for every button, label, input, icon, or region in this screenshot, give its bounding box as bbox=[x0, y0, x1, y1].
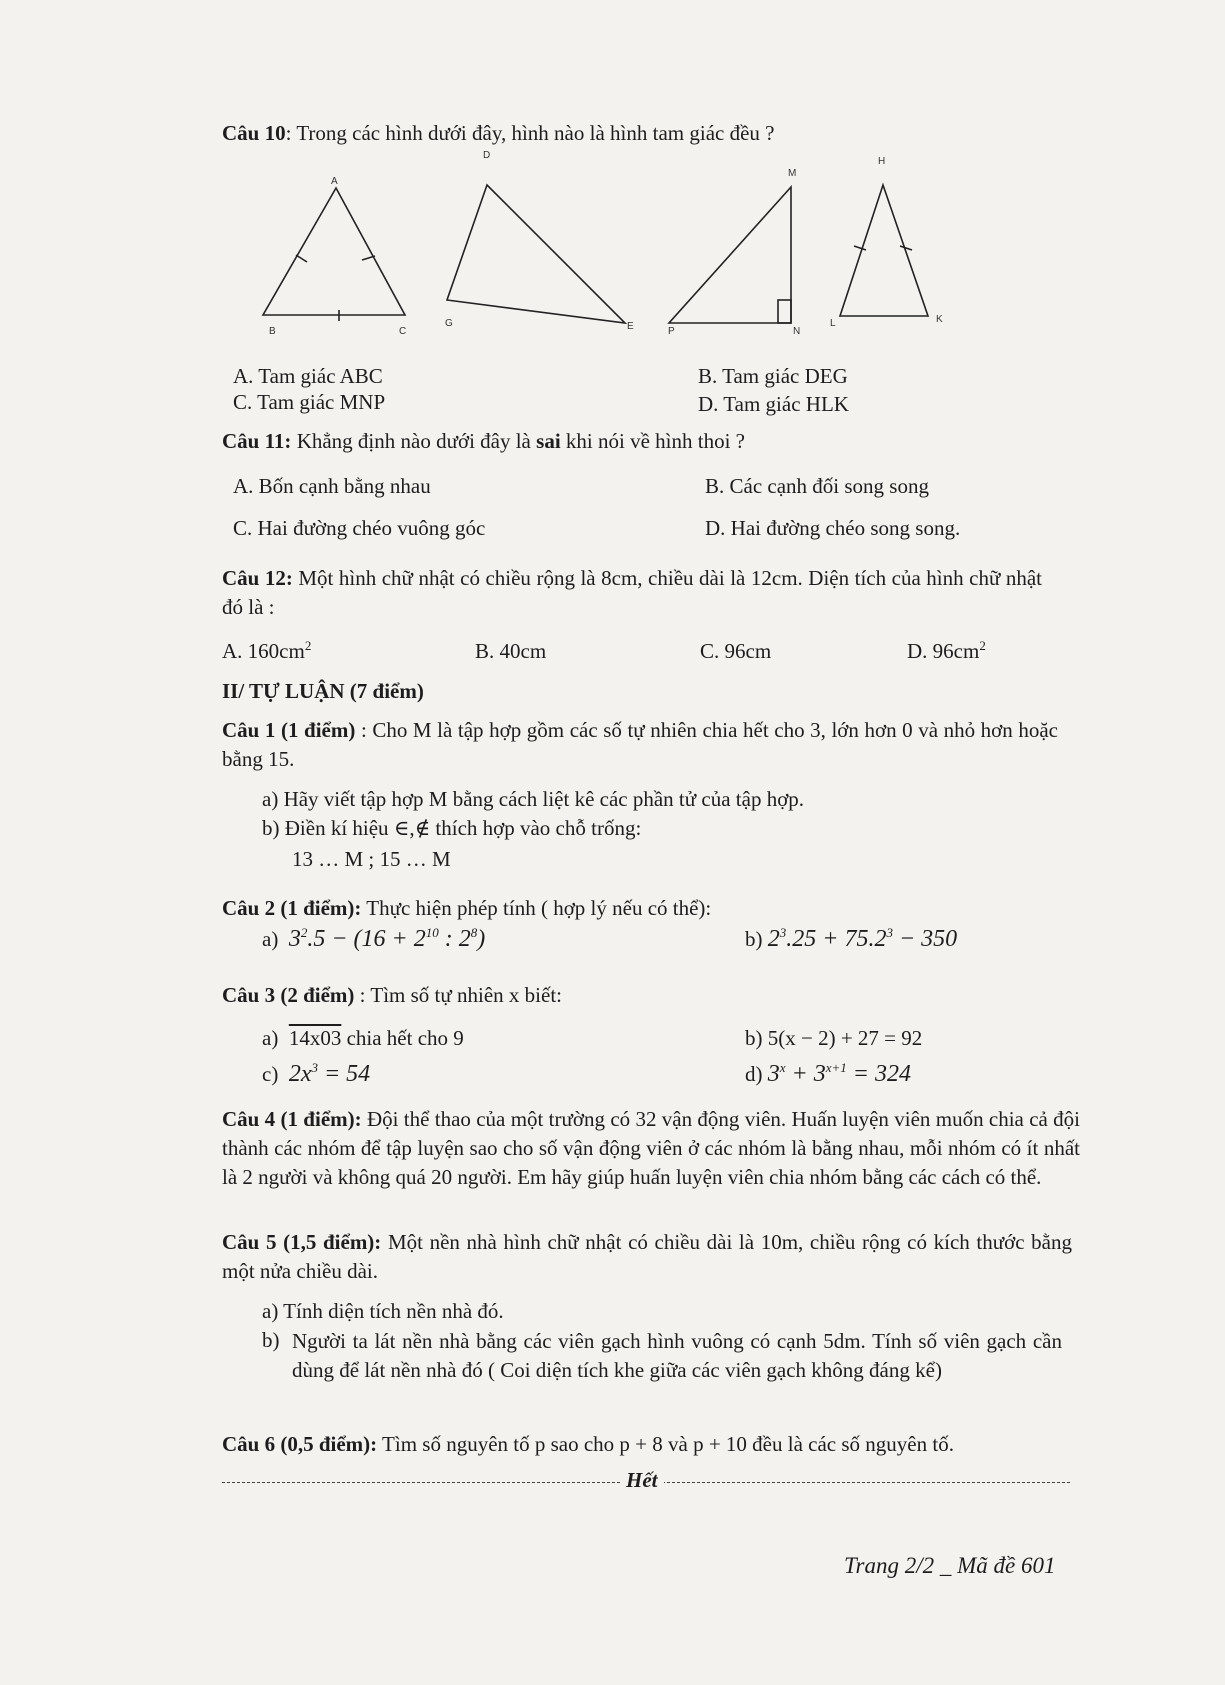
triangle-hlk bbox=[840, 185, 928, 316]
q12-option-b: B. 40cm bbox=[475, 639, 547, 663]
essay-q3-d: d) $3^x + 3^{x+1} = 324$ bbox=[745, 1060, 911, 1087]
section-essay-heading: II/ TỰ LUẬN (7 điểm) bbox=[222, 679, 424, 703]
q12-title: Câu 12: Một hình chữ nhật có chiều rộng là 8cm, chiều dài là 12cm. Diện tích của hình chữ nhật đó là : bbox=[222, 566, 1042, 619]
essay-q1: Câu 1 (1 điểm) : Cho M là tập hợp gồm các số tự nhiên chia hết cho 3, lớn hơn 0 và nhỏ hơn hoặc bằng 15. bbox=[222, 718, 1058, 771]
label-l: L bbox=[830, 318, 836, 329]
essay-q5-b-label: b) bbox=[262, 1328, 280, 1352]
label-n: N bbox=[793, 326, 801, 337]
triangle-mnp bbox=[669, 187, 791, 323]
q10-triangles-figure bbox=[0, 0, 1225, 360]
triangle-deg bbox=[447, 185, 625, 323]
essay-q1-b-blanks: 13 … M ; 15 … M bbox=[292, 847, 451, 871]
essay-q3-b: b) 5(x − 2) + 27 = 92 bbox=[745, 1026, 923, 1050]
essay-q6: Câu 6 (0,5 điểm): Tìm số nguyên tố p sao cho p + 8 và p + 10 đều là các số nguyên tố. bbox=[222, 1432, 954, 1456]
label-d: D bbox=[483, 150, 491, 161]
essay-q1-a: a) Hãy viết tập hợp M bằng cách liệt kê các phần tử của tập hợp. bbox=[262, 787, 805, 811]
q11-option-c: C. Hai đường chéo vuông góc bbox=[233, 516, 486, 540]
q11-option-a: A. Bốn cạnh bằng nhau bbox=[233, 474, 431, 498]
q11-option-b: B. Các cạnh đối song song bbox=[705, 474, 929, 498]
q11-title: Câu 11: Khẳng định nào dưới đây là sai khi nói về hình thoi ? bbox=[222, 429, 745, 453]
q11-option-d: D. Hai đường chéo song song. bbox=[705, 516, 961, 540]
q10-option-d: D. Tam giác HLK bbox=[698, 392, 849, 416]
essay-q2-a: a) $3^2.5 - (16 + 2^{10}$ : $2^8$) bbox=[262, 925, 486, 952]
essay-q3-c: c) $2x^3 = 54$ bbox=[262, 1060, 371, 1087]
essay-q4: Câu 4 (1 điểm): Đội thể thao của một trường có 32 vận động viên. Huấn luyện viên muốn chia cả đội thành các nhóm để tập luyện sao cho số vận động viên ở các nhóm là bằng nhau, mỗi nhóm có ít nhất là 2 người và không quá 20 người. Em hãy giúp huấn luyện viên chia nhóm bằng các cách có thể. bbox=[222, 1107, 1080, 1189]
essay-q5-a: a) Tính diện tích nền nhà đó. bbox=[262, 1299, 504, 1323]
q10-title: Câu 10: Trong các hình dưới đây, hình nào là hình tam giác đều ? bbox=[222, 121, 775, 145]
label-a: A bbox=[331, 176, 338, 187]
q12-option-d: D. $96cm^2$ bbox=[907, 638, 986, 663]
label-g: G bbox=[445, 318, 453, 329]
end-mark: Hết bbox=[620, 1467, 664, 1493]
label-m: M bbox=[788, 168, 797, 179]
essay-q3: Câu 3 (2 điểm) : Tìm số tự nhiên x biết: bbox=[222, 983, 562, 1007]
essay-q2: Câu 2 (1 điểm): Thực hiện phép tính ( hợp lý nếu có thể): bbox=[222, 896, 712, 920]
label-e: E bbox=[627, 321, 634, 332]
q12-option-a: A. $160cm^2$ bbox=[222, 638, 312, 663]
q10-option-a: A. Tam giác ABC bbox=[233, 364, 383, 388]
label-c: C bbox=[399, 326, 407, 337]
essay-q3-a: a) 14x03 chia hết cho 9 bbox=[262, 1026, 464, 1050]
essay-q2-b: b) $2^3.25 + 75.2^3 - 350$ bbox=[745, 925, 958, 952]
essay-q5-b: Người ta lát nền nhà bằng các viên gạch hình vuông có cạnh 5dm. Tính số viên gạch cần dùng để lát nền nhà đó ( Coi diện tích khe giữa các viên gạch không đáng kể) bbox=[292, 1329, 1062, 1382]
q10-option-b: B. Tam giác DEG bbox=[698, 364, 848, 388]
q12-option-c: C. 96cm bbox=[700, 639, 772, 663]
label-p: P bbox=[668, 326, 675, 337]
q10-option-c: C. Tam giác MNP bbox=[233, 390, 386, 414]
essay-q5: Câu 5 (1,5 điểm): Một nền nhà hình chữ nhật có chiều dài là 10m, chiều rộng có kích thước bằng một nửa chiều dài. bbox=[222, 1230, 1072, 1283]
label-b: B bbox=[269, 326, 276, 337]
label-k: K bbox=[936, 314, 943, 325]
essay-q1-b: b) Điền kí hiệu ∈,∉ thích hợp vào chỗ trống: bbox=[262, 816, 642, 840]
page-footer: Trang 2/2 _ Mã đề 601 bbox=[844, 1553, 1056, 1578]
triangle-abc bbox=[263, 188, 405, 315]
label-h: H bbox=[878, 156, 886, 167]
